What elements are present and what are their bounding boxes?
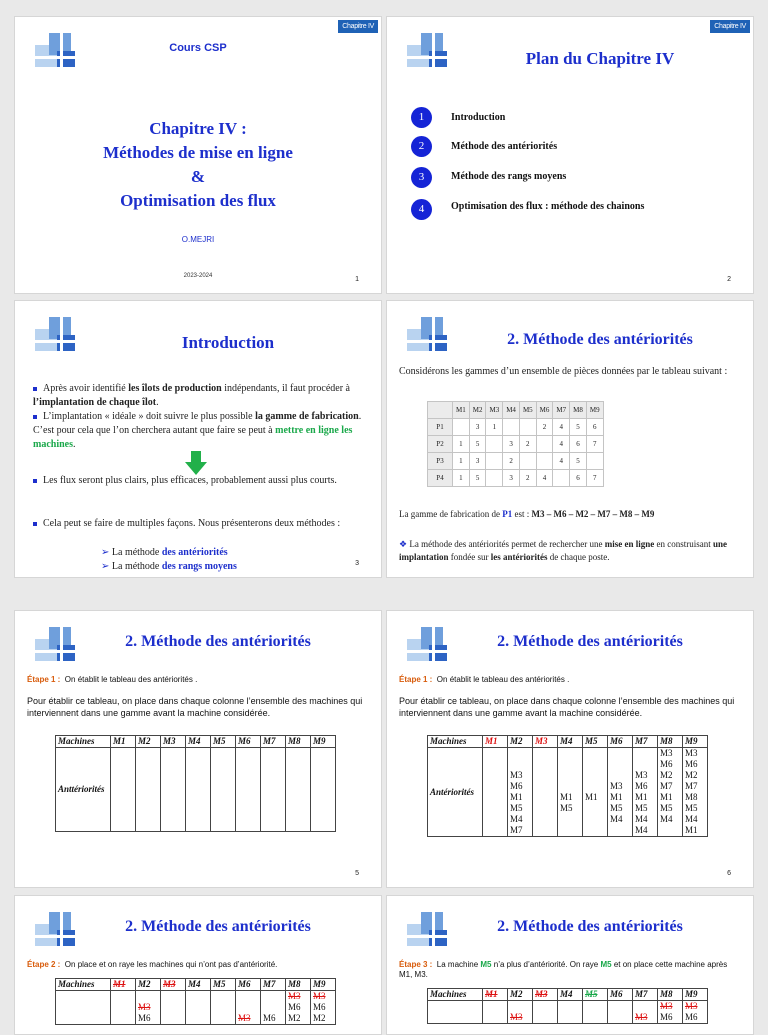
bullet-3: Les flux seront plus clairs, plus efficaces, probablement aussi plus courts.	[33, 474, 369, 488]
step-paragraph: Pour établir ce tableau, on place dans chaque colonne l’ensemble des machines qui interviennent dans une gamme avant la machine considérée.	[27, 696, 363, 718]
slide-6	[386, 610, 754, 888]
slide-title: 2. Méthode des antériorités	[125, 633, 311, 650]
gammes-table: M1 M2 M3 M4 M5 M6 M7 M8 M9 P1 3 1 2 4 5 6 P2 1 5 3 2 4 6 7 P3 1 3 2 4 5 P4 1 5 3 2 4 6 7	[427, 401, 604, 487]
anteriorites-table: Machines M1 M2 M3 M4 M5 M6 M7 M8 M9 Antériorités M3 M6 M1 M5 M4 M7 M1 M5 M1 M3 M1 M5 M4 M3 M6 M1 M5 M4 M4 M3 M6 M2 M7 M1 M5 M4 M3 M6 M2 M7 M8 M5 M4 M1	[427, 735, 708, 837]
chapter-title-line: Optimisation des flux	[120, 191, 276, 210]
chapter-title	[15, 117, 381, 213]
plan-number: 4	[411, 199, 432, 220]
method-note: ❖ La méthode des antériorités permet de rechercher une mise en ligne en construisant une implantation fondée sur les antériorités de chaque poste.	[399, 539, 727, 562]
plan-item: Méthode des rangs moyens	[451, 171, 567, 182]
page-number: 3	[355, 560, 359, 567]
bullet-2: L’implantation « idéale » doit suivre le plus possible la gamme de fabrication. C’est pour cela que l’on cherchera autant que faire se peut à mettre en ligne les machines.	[33, 411, 362, 450]
page-number: 6	[727, 870, 731, 877]
page-number: 5	[355, 870, 359, 877]
slide-title: 2. Méthode des antériorités	[497, 918, 683, 935]
gamme-text: La gamme de fabrication de P1 est : M3 – M6 – M2 – M7 – M8 – M9	[399, 509, 655, 519]
table-row: P4 1 5 3 2 4 6 7	[428, 470, 604, 487]
col-m2: M3 M6 M1 M5 M4 M7	[508, 748, 533, 837]
slide-4	[386, 300, 754, 578]
slide-2	[386, 16, 754, 294]
anteriorites-table-empty: Machines M1 M2 M3 M4 M5 M6 M7 M8 M9 Anttériorités	[55, 735, 336, 832]
chapter-title-line: Chapitre IV :	[149, 119, 247, 138]
col-m9: M3 M6 M2 M7 M8 M5 M4 M1	[683, 748, 708, 837]
col-m7: M3 M6 M1 M5 M4 M4	[633, 748, 658, 837]
bullet-4: Cela peut se faire de multiples façons. Nous présenterons deux méthodes :	[33, 517, 369, 531]
step-line: Étape 2 : On place et on raye les machines qui n’ont pas d’antériorité.	[27, 960, 278, 969]
bullet-icon	[33, 479, 37, 483]
chapter-title-line: Méthodes de mise en ligne	[103, 143, 293, 162]
bullet-icon	[33, 387, 37, 391]
step-line: Étape 3 : La machine M5 n’a plus d’antériorité. On raye M5 et on place cette machine après M1, M3.	[399, 960, 728, 979]
course-title: Cours CSP	[169, 42, 227, 54]
slide-title: 2. Méthode des antériorités	[125, 918, 311, 935]
page-number: 2	[727, 276, 731, 283]
plan-number: 2	[411, 136, 432, 157]
anteriorites-table: Machines M1 M2 M3 M4 M5 M6 M7 M8 M9 M3 M6 M3 M6 M3 M6 M2 M3 M6 M2	[55, 978, 336, 1025]
slide-5	[14, 610, 382, 888]
slide-title: 2. Méthode des antériorités	[497, 633, 683, 650]
plan-item: Méthode des antériorités	[451, 141, 558, 152]
col-m4: M1 M5	[558, 748, 583, 837]
slide-title: 2. Méthode des antériorités	[507, 331, 693, 348]
chapter-tag: Chapitre IV	[710, 20, 750, 33]
col-m3	[533, 748, 558, 837]
plan-number: 3	[411, 167, 432, 188]
slide-7	[14, 895, 382, 1035]
page-number: 1	[355, 276, 359, 283]
method-1: ➢ La méthode des antériorités	[101, 547, 228, 558]
col-m1	[483, 748, 508, 837]
chapter-tag: Chapitre IV	[338, 20, 378, 33]
slide-title: Plan du Chapitre IV	[525, 49, 675, 68]
method-2: ➢ La méthode des rangs moyens	[101, 561, 237, 572]
intro-text: Considérons les gammes d’un ensemble de pièces données par le tableau suivant :	[399, 366, 728, 377]
slide-3	[14, 300, 382, 578]
author: O.MEJRI	[181, 235, 215, 244]
col-m5: M1	[583, 748, 608, 837]
plan-number: 1	[411, 107, 432, 128]
plan-item: Optimisation des flux : méthode des chainons	[451, 201, 645, 212]
col-m8: M3 M6 M2 M7 M1 M5 M4	[658, 748, 683, 837]
step-paragraph: Pour établir ce tableau, on place dans chaque colonne l’ensemble des machines qui interviennent dans une gamme avant la machine considérée.	[399, 696, 735, 718]
bullet-1: Après avoir identifié les îlots de production indépendants, il faut procéder à l’implantation de chaque îlot.	[33, 383, 350, 408]
slide-8	[386, 895, 754, 1035]
table-row: P2 1 5 3 2 4 6 7	[428, 436, 604, 453]
plan-item: Introduction	[451, 112, 506, 123]
bullet-icon	[33, 415, 37, 419]
anteriorites-table: Machines M1 M2 M3 M4 M5 M6 M7 M8 M9 M3 M3 M3 M6 M3 M6	[427, 988, 708, 1024]
step-line: Étape 1 : On établit le tableau des antériorités .	[27, 675, 198, 684]
slide-title: Introduction	[181, 333, 275, 352]
slide-1	[14, 16, 382, 294]
bullet-icon	[33, 522, 37, 526]
step-line: Étape 1 : On établit le tableau des antériorités .	[399, 675, 570, 684]
chapter-title-line: &	[190, 167, 206, 186]
table-row: P1 3 1 2 4 5 6	[428, 419, 604, 436]
table-row: P3 1 3 2 4 5	[428, 453, 604, 470]
year: 2023-2024	[183, 273, 213, 279]
col-m6: M3 M1 M5 M4	[608, 748, 633, 837]
